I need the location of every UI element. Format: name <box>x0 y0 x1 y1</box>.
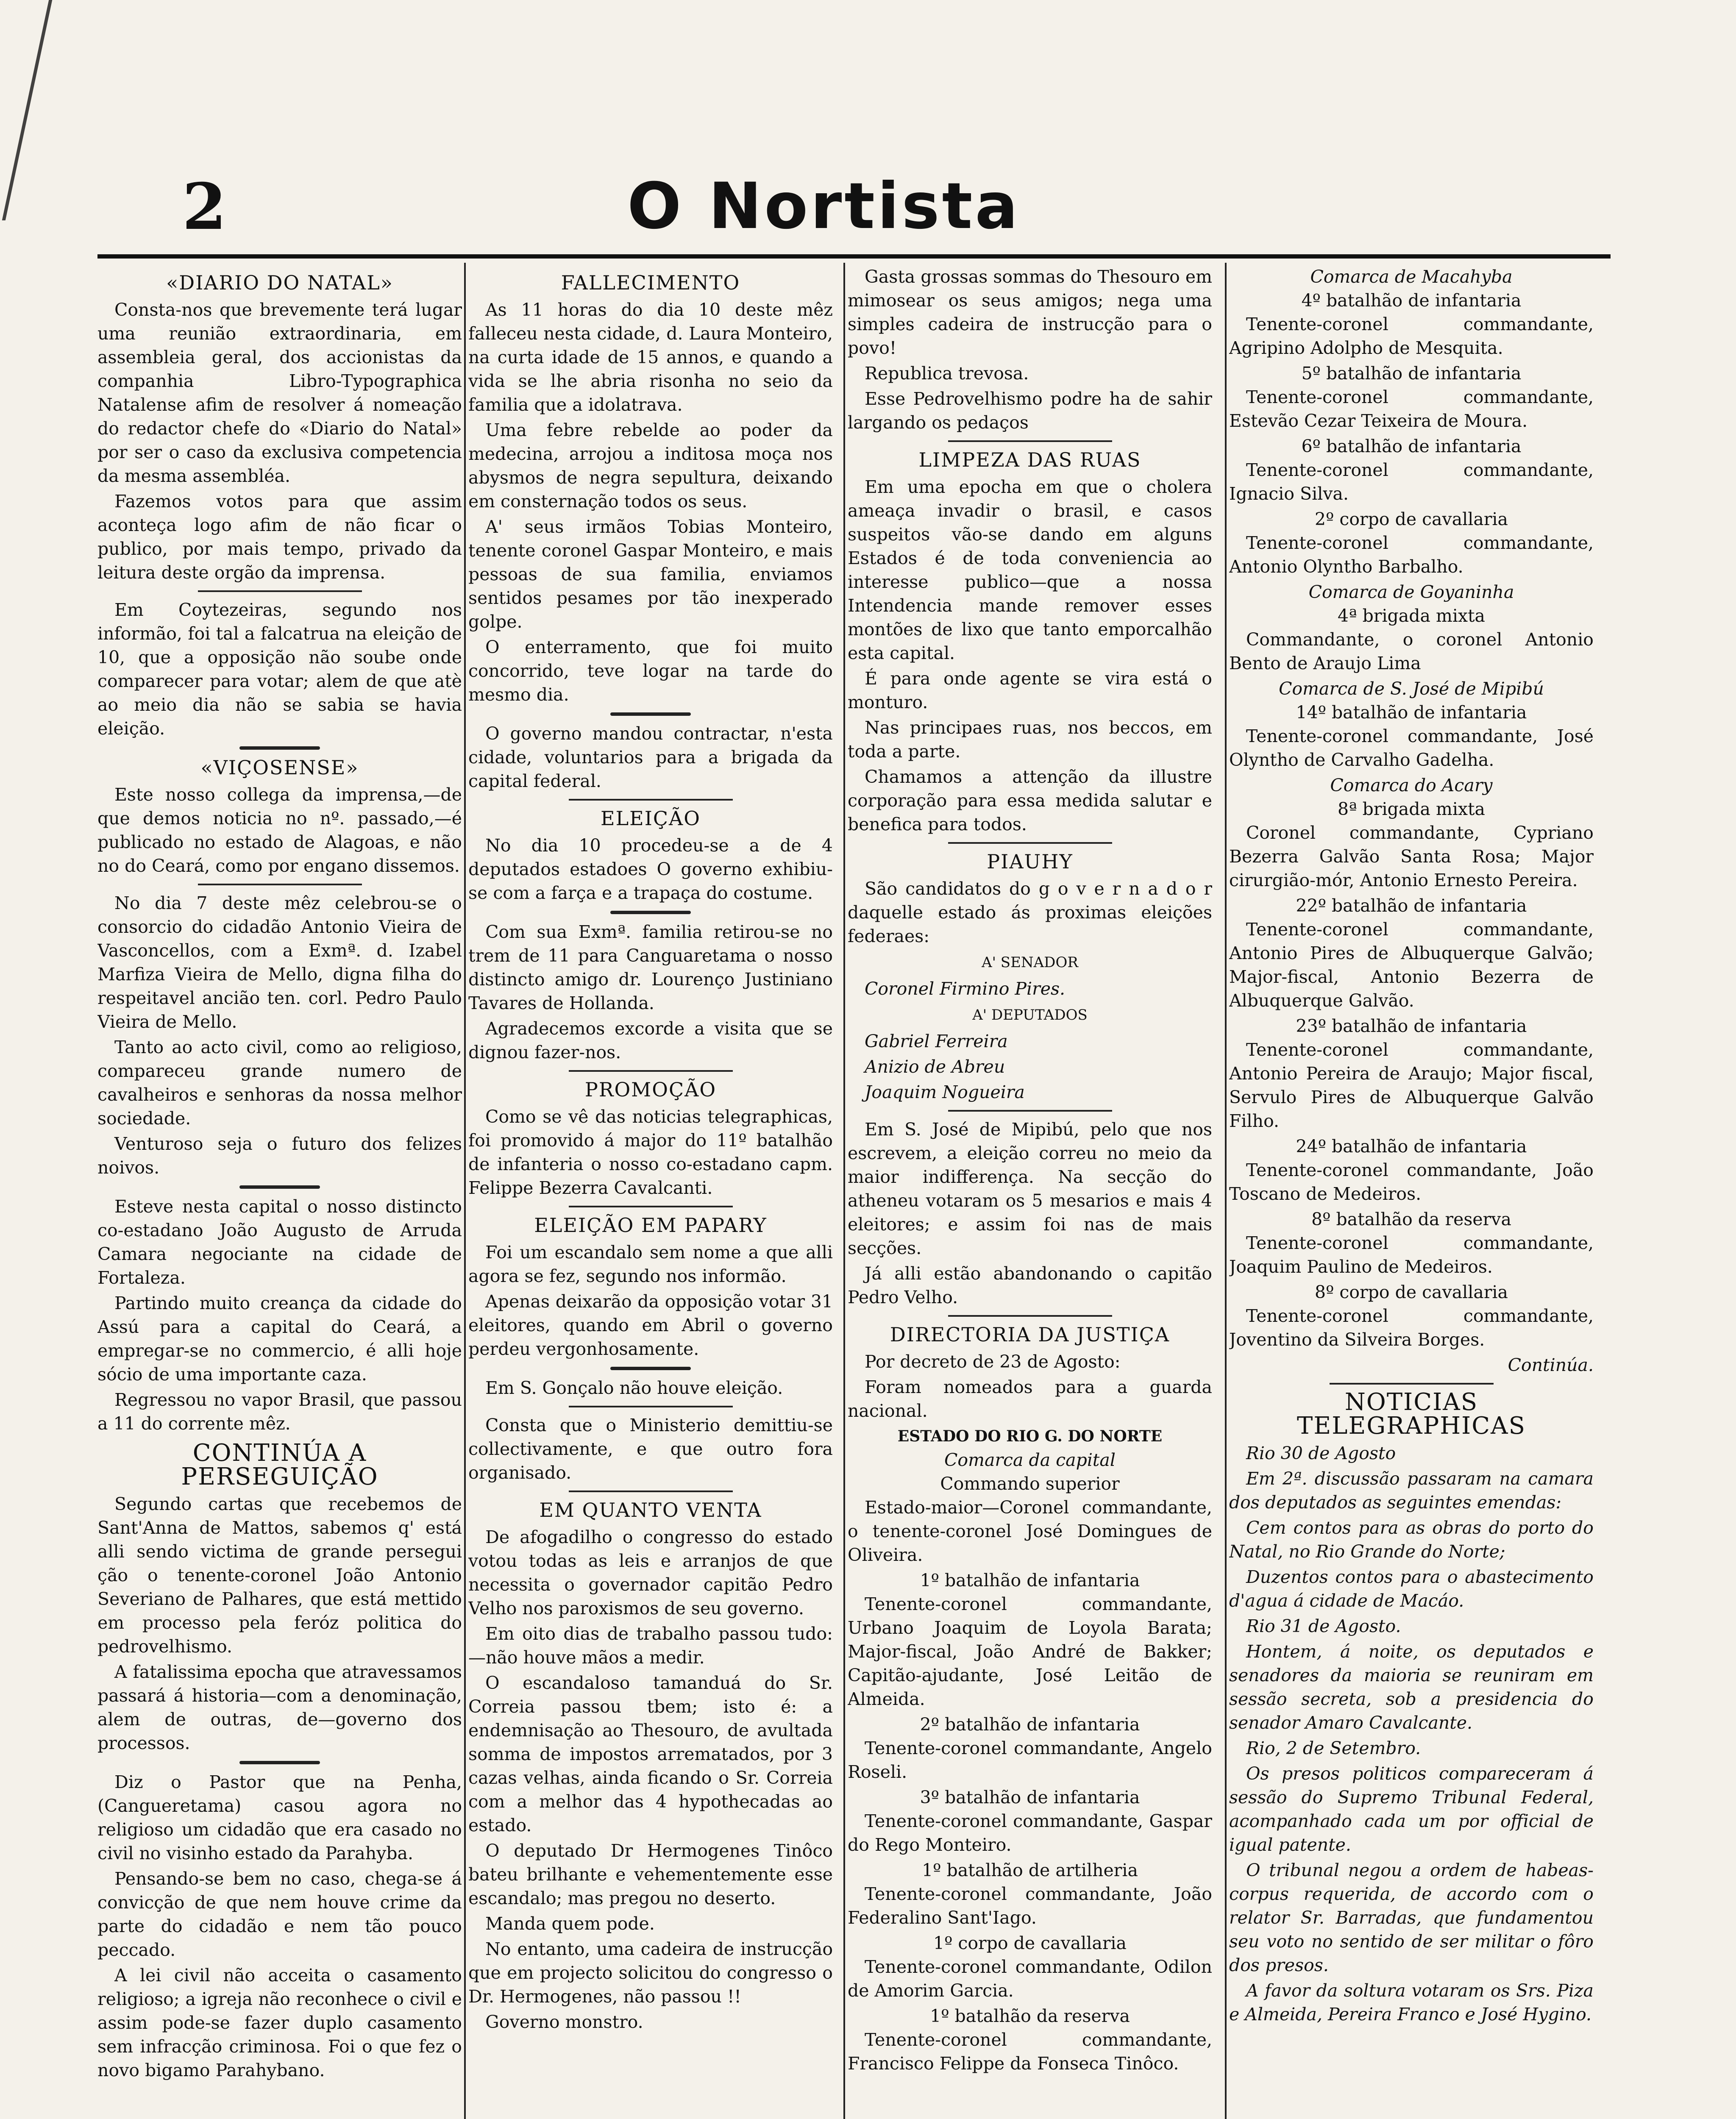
article-paragraph: Como se vê das noticias telegraphicas, foi promovido á major do 11º batalhão de infanteria o nosso co-estadano capm. Felippe Bezerra Cavalcanti. <box>468 1107 833 1198</box>
unit-heading: 22º batalhão de infantaria <box>1296 895 1527 916</box>
article-paragraph: Tanto ao acto civil, como ao religioso, compareceu grande numero de cavalheiros e senhoras da nossa melhor sociedade. <box>97 1037 462 1129</box>
appointment-entry: Tenente-coronel commandante, Agripino Adolpho de Mesquita. <box>1229 314 1594 358</box>
ornament-separator <box>610 712 690 716</box>
appointment-entry: Tenente-coronel commandante, João Federalino Sant'Iago. <box>848 1884 1212 1928</box>
unit-heading: 4º batalhão de infantaria <box>1301 290 1522 311</box>
article-paragraph: Foram nomeados para a guarda nacional. <box>848 1377 1212 1421</box>
article-paragraph: O governo mandou contractar, n'esta cidade, voluntarios para a brigada da capital federal. <box>468 723 833 791</box>
subheading-comarca: Comarca de S. José de Mipibú <box>1279 679 1544 699</box>
separator <box>569 1206 733 1207</box>
column-2 <box>468 265 833 2119</box>
ornament-separator <box>239 1185 320 1189</box>
subheading-deputados: A' DEPUTADOS <box>972 1007 1088 1023</box>
subheading-comarca: Comarca da capital <box>944 1450 1116 1470</box>
candidate-name: Anizio de Abreu <box>865 1057 1005 1077</box>
unit-heading: 8º corpo de cavallaria <box>1315 1282 1508 1302</box>
headline-continua-a-perseguicao: CONTINÚA A PERSEGUIÇÃO <box>181 1439 378 1491</box>
article-paragraph: Por decreto de 23 de Agosto: <box>865 1351 1121 1372</box>
ornament-separator <box>239 1761 320 1764</box>
article-paragraph: Fazemos votos para que assim aconteça logo afim de não ficar o publico, por mais tempo, privado da leitura deste orgão da imprensa. <box>97 491 462 583</box>
headline-limpeza-das-ruas: LIMPEZA DAS RUAS <box>918 448 1141 471</box>
article-paragraph: A fatalissima epocha que atravessamos passará á historia—com a denominação, alem de outras, de—governo dos processos. <box>97 1662 462 1753</box>
headline-vicosense: «VIÇOSENSE» <box>200 756 359 779</box>
candidate-name: Coronel Firmino Pires. <box>865 979 1066 999</box>
article-paragraph: A' seus irmãos Tobias Monteiro, tenente coronel Gaspar Monteiro, e mais pessoas de sua familia, enviamos sentidos pesames por tão inexperado golpe. <box>468 517 833 632</box>
headline-em-quanto-venta: EM QUANTO VENTA <box>539 1499 762 1521</box>
appointment-entry: Tenente-coronel commandante, Ignacio Silva. <box>1229 460 1594 504</box>
appointment-entry: Tenente-coronel commandante, Francisco Felippe da Fonseca Tinôco. <box>848 2030 1212 2074</box>
article-paragraph: Em S. José de Mipibú, pelo que nos escrevem, a eleição correu no meio da maior indifferença. Na secção do atheneu votaram os 5 mesarios e mais 4 eleitores; e assim foi nas de mais secções. <box>848 1119 1212 1258</box>
separator <box>569 1070 733 1072</box>
article-paragraph: O deputado Dr Hermogenes Tinôco bateu brilhante e vehementemente esse escandalo; mas pregou no deserto. <box>468 1841 833 1908</box>
unit-heading: 24º batalhão de infantaria <box>1296 1136 1527 1157</box>
page-number: 2 <box>182 170 227 244</box>
separator <box>569 1491 733 1492</box>
telegram-paragraph: Os presos politicos compareceram á sessão do Supremo Tribunal Federal, acompanhado cada um por official de igual patente. <box>1229 1763 1594 1855</box>
headline-piauhy: PIAUHY <box>987 850 1073 873</box>
appointment-entry: Estado-maior—Coronel commandante, o tenente-coronel José Domingues de Oliveira. <box>848 1497 1212 1565</box>
telegram-paragraph: Cem contos para as obras do porto do Natal, no Rio Grande do Norte; <box>1229 1518 1594 1562</box>
headline-promocao: PROMOÇÃO <box>584 1078 717 1101</box>
appointment-entry: Tenente-coronel commandante, Joaquim Paulino de Medeiros. <box>1229 1233 1594 1277</box>
unit-heading: 1º batalhão da reserva <box>930 2006 1130 2026</box>
unit-heading: 6º batalhão de infantaria <box>1301 436 1522 456</box>
article-paragraph: Agradecemos excorde a visita que se dignou fazer-nos. <box>468 1018 833 1062</box>
column-4 <box>1229 265 1594 2119</box>
appointment-entry: Tenente-coronel commandante, Antonio Pires de Albuquerque Galvão; Major-fiscal, Antonio Bezerra de Albuquerque Galvão. <box>1229 919 1594 1011</box>
headline-directoria-da-justica: DIRECTORIA DA JUSTIÇA <box>890 1323 1170 1346</box>
dateline: Rio 30 de Agosto <box>1246 1443 1396 1463</box>
subheading-comarca: Comarca do Acary <box>1330 775 1493 795</box>
headline-noticias-telegraphicas: NOTICIAS TELEGRAPHICAS <box>1297 1388 1526 1440</box>
article-paragraph: Partindo muito creança da cidade do Assú para a capital do Ceará, a empregar-se no commercio, é alli hoje sócio de uma importante caza. <box>97 1293 462 1385</box>
appointment-entry: Tenente-coronel commandante, José Olyntho de Carvalho Gadelha. <box>1229 726 1594 770</box>
article-paragraph: Em Coytezeiras, segundo nos informão, foi tal a falcatrua na eleição de 10, que a opposição não soube onde comparecer para votar; alem de que atè ao meio dia não se sabia se havia eleição. <box>97 600 462 739</box>
article-paragraph: Esse Pedrovelhismo podre ha de sahir largando os pedaços <box>848 389 1212 433</box>
subheading-state: ESTADO DO RIO G. DO NORTE <box>897 1427 1163 1445</box>
column-divider <box>464 263 466 2119</box>
article-paragraph: Consta-nos que brevemente terá lugar uma reunião extraordinaria, em assembleia geral, dos accionistas da companhia Libro-Typographica Natalense afim de resolver á nomeação do redactor chefe do «Diario do Natal» por ser o caso da exclusiva competencia da mesma assembléa. <box>97 300 462 486</box>
article-paragraph: O escandaloso tamanduá do Sr. Correia passou tbem; isto é: a endemnisação ao Thesouro, de avultada somma de impostos arrematados, por 3 cazas velhas, ainda ficando o Sr. Correia com a melhor das 4 hypothecadas ao estado. <box>468 1673 833 1835</box>
dateline: Rio 31 de Agosto. <box>1246 1616 1401 1636</box>
appointment-entry: Tenente-coronel commandante, Estevão Cezar Teixeira de Moura. <box>1229 387 1594 431</box>
subheading-commando: Commando superior <box>940 1474 1120 1494</box>
appointment-entry: Coronel commandante, Cypriano Bezerra Galvão Santa Rosa; Major cirurgião-mór, Antonio Ernesto Pereira. <box>1229 823 1594 890</box>
unit-heading: 8ª brigada mixta <box>1338 799 1485 819</box>
article-paragraph: No dia 10 procedeu-se a de 4 deputados estadoes O governo exhibiu-se com a farça e a trapaça do costume. <box>468 835 833 903</box>
telegram-paragraph: Hontem, á noite, os deputados e senadores da maioria se reuniram em sessão secreta, sob a presidencia do senador Amaro Cavalcante. <box>1229 1641 1594 1733</box>
article-paragraph: Venturoso seja o futuro dos felizes noivos. <box>97 1134 462 1178</box>
article-paragraph: Uma febre rebelde ao poder da medecina, arrojou a inditosa moça nos abysmos de negra sepultura, deixando em consternação todos os seus. <box>468 420 833 512</box>
appointment-entry: Tenente-coronel commandante, Joventino da Silveira Borges. <box>1229 1306 1594 1350</box>
column-1 <box>97 265 462 2119</box>
article-paragraph: Em oito dias de trabalho passou tudo:—não houve mãos a medir. <box>468 1624 833 1668</box>
article-paragraph: A lei civil não acceita o casamento religioso; a igreja não reconhece o civil e assim pode-se fazer duplo casamento sem infracção criminosa. Foi o que fez o novo bigamo Parahybano. <box>97 1965 462 2080</box>
headline-diario-do-natal: «DIARIO DO NATAL» <box>166 271 393 294</box>
article-paragraph: Diz o Pastor que na Penha, (Cangueretama) casou agora no religioso um cidadão que era casado no civil no visinho estado da Parahyba. <box>97 1772 462 1863</box>
unit-heading: 3º batalhão de infantaria <box>920 1787 1140 1808</box>
headline-fallecimento: FALLECIMENTO <box>561 271 740 294</box>
article-paragraph: Este nosso collega da imprensa,—de que demos noticia no nº. passado,—é publicado no estado de Alagoas, e não no do Ceará, como por engano dissemos. <box>97 784 462 876</box>
separator <box>948 440 1112 442</box>
article-paragraph: De afogadilho o congresso do estado votou todas as leis e arranjos de que necessita o governador capitão Pedro Velho nos paroxismos de seu governo. <box>468 1527 833 1618</box>
headline-eleicao: ELEIÇÃO <box>600 807 701 830</box>
continued-note: Continúa. <box>1508 1355 1594 1375</box>
article-paragraph: Em S. Gonçalo não houve eleição. <box>485 1378 783 1398</box>
unit-heading: 5º batalhão de infantaria <box>1301 363 1522 384</box>
appointment-entry: Tenente-coronel commandante, Angelo Roseli. <box>848 1738 1212 1782</box>
separator <box>948 842 1112 844</box>
article-paragraph: Republica trevosa. <box>865 363 1029 384</box>
article-paragraph: Chamamos a attenção da illustre corporação para essa medida salutar e benefica para todos. <box>848 767 1212 834</box>
unit-heading: 23º batalhão de infantaria <box>1296 1016 1527 1036</box>
handwritten-mark <box>2 0 103 220</box>
separator <box>569 1406 733 1407</box>
article-paragraph: Pensando-se bem no caso, chega-se á convicção de que nem houve crime da parte do cidadão e nem tão pouco peccado. <box>97 1869 462 1960</box>
unit-heading: 1º batalhão de artilheria <box>922 1860 1138 1880</box>
article-paragraph: Nas principaes ruas, nos beccos, em toda a parte. <box>848 717 1212 762</box>
newspaper-title: O Nortista <box>627 170 1021 243</box>
separator <box>1330 1383 1494 1385</box>
article-paragraph: As 11 horas do dia 10 deste mêz falleceu nesta cidade, d. Laura Monteiro, na curta idade de 15 annos, e quando a vida se lhe abria risonha no seio da familia que a idolatrava. <box>468 300 833 415</box>
article-paragraph: No dia 7 deste mêz celebrou-se o consorcio do cidadão Antonio Vieira de Vasconcellos, com a Exmª. d. Izabel Marfiza Vieira de Mello, digna filha do respeitavel ancião ten. corl. Pedro Paulo Vieira de Mello. <box>97 893 462 1032</box>
dateline: Rio, 2 de Setembro. <box>1246 1738 1421 1758</box>
unit-heading: 1º batalhão de infantaria <box>920 1570 1140 1591</box>
article-paragraph: É para onde agente se vira está o monturo. <box>848 668 1212 712</box>
separator <box>948 1110 1112 1112</box>
separator <box>569 799 733 801</box>
candidate-name: Joaquim Nogueira <box>865 1082 1025 1102</box>
appointment-entry: Tenente-coronel commandante, Antonio Olyntho Barbalho. <box>1229 533 1594 577</box>
appointment-entry: Tenente-coronel commandante, Urbano Joaquim de Loyola Barata; Major-fiscal, João André de Bakker; Capitão-ajudante, José Leitão de Almeida. <box>848 1594 1212 1709</box>
header-rule <box>97 254 1611 259</box>
column-divider <box>843 263 845 2119</box>
column-3 <box>848 265 1212 2119</box>
separator <box>948 1315 1112 1317</box>
unit-heading: 2º corpo de cavallaria <box>1315 509 1508 529</box>
ornament-separator <box>610 1367 690 1370</box>
appointment-entry: Tenente-coronel commandante, Odilon de Amorim Garcia. <box>848 1957 1212 2001</box>
article-paragraph: O enterramento, que foi muito concorrido, teve logar na tarde do mesmo dia. <box>468 637 833 705</box>
article-paragraph: Esteve nesta capital o nosso distincto co-estadano João Augusto de Arruda Camara negociante na cidade de Fortaleza. <box>97 1196 462 1288</box>
candidate-name: Gabriel Ferreira <box>865 1031 1008 1051</box>
article-paragraph: Já alli estão abandonando o capitão Pedro Velho. <box>848 1263 1212 1307</box>
appointment-entry: Tenente-coronel commandante, João Toscano de Medeiros. <box>1229 1160 1594 1204</box>
article-paragraph: Com sua Exmª. familia retirou-se no trem de 11 para Canguaretama o nosso distincto amigo dr. Lourenço Justiniano Tavares de Hollanda. <box>468 922 833 1013</box>
article-paragraph: Foi um escandalo sem nome a que alli agora se fez, segundo nos informão. <box>468 1242 833 1286</box>
unit-heading: 1º corpo de cavallaria <box>933 1933 1127 1953</box>
article-paragraph: Manda quem pode. <box>485 1913 655 1934</box>
article-paragraph: No entanto, uma cadeira de instrucção que em projecto solicitou do congresso o Dr. Hermogenes, não passou !! <box>468 1939 833 2007</box>
article-paragraph: Regressou no vapor Brasil, que passou a 11 do corrente mêz. <box>97 1390 462 1434</box>
separator <box>198 884 362 885</box>
unit-heading: 8º batalhão da reserva <box>1311 1209 1511 1229</box>
article-paragraph: Em uma epocha em que o cholera ameaça invadir o brasil, e casos suspeitos vão-se dando em alguns Estados é de toda conveniencia ao interesse publico—que a nossa Intendencia mande remover esses montões de lixo que tanto emporcalhão esta capital. <box>848 477 1212 663</box>
subheading-senador: A' SENADOR <box>982 954 1078 971</box>
ornament-separator <box>610 911 690 914</box>
unit-heading: 2º batalhão de infantaria <box>920 1714 1140 1735</box>
ornament-separator <box>239 746 320 750</box>
article-paragraph: Consta que o Ministerio demittiu-se collectivamente, e que outro fora organisado. <box>468 1415 833 1483</box>
separator <box>198 590 362 592</box>
telegram-paragraph: A favor da soltura votaram os Srs. Piza e Almeida, Pereira Franco e José Hygino. <box>1229 1980 1594 2024</box>
article-paragraph: São candidatos do g o v e r n a d o r daquelle estado ás proximas eleições federaes: <box>848 879 1212 946</box>
headline-eleicao-em-papary: ELEIÇÃO EM PAPARY <box>534 1214 767 1237</box>
telegram-paragraph: O tribunal negou a ordem de habeas-corpus requerida, de accordo com o relator Sr. Barradas, que fundamentou seu voto no sentido de ser militar o fôro dos presos. <box>1229 1860 1594 1975</box>
subheading-comarca: Comarca de Macahyba <box>1310 267 1513 287</box>
column-divider <box>1225 263 1227 2119</box>
article-paragraph: Apenas deixarão da opposição votar 31 eleitores, quando em Abril o governo perdeu vergonhosamente. <box>468 1291 833 1359</box>
unit-heading: 14º batalhão de infantaria <box>1296 702 1527 723</box>
article-paragraph: Gasta grossas sommas do Thesouro em mimosear os seus amigos; nega uma simples cadeira de instrucção para o povo! <box>848 267 1212 358</box>
telegram-paragraph: Duzentos contos para o abastecimento d'agua á cidade de Macáo. <box>1229 1567 1594 1611</box>
appointment-entry: Commandante, o coronel Antonio Bento de Araujo Lima <box>1229 629 1594 673</box>
appointment-entry: Tenente-coronel commandante, Antonio Pereira de Araujo; Major fiscal, Servulo Pires de Albuquerque Galvão Filho. <box>1229 1040 1594 1131</box>
article-paragraph: Governo monstro. <box>485 2012 643 2032</box>
appointment-entry: Tenente-coronel commandante, Gaspar do Rego Monteiro. <box>848 1811 1212 1855</box>
subheading-comarca: Comarca de Goyaninha <box>1308 582 1514 602</box>
article-paragraph: Segundo cartas que recebemos de Sant'Anna de Mattos, sabemos q' está alli sendo victima de grande persegui ção o tenente-coronel João Antonio Severiano de Palhares, que está mettido em processo pela feróz politica do pedrovelhismo. <box>97 1494 462 1657</box>
unit-heading: 4ª brigada mixta <box>1338 606 1485 626</box>
telegram-paragraph: Em 2ª. discussão passaram na camara dos deputados as seguintes emendas: <box>1229 1468 1594 1513</box>
